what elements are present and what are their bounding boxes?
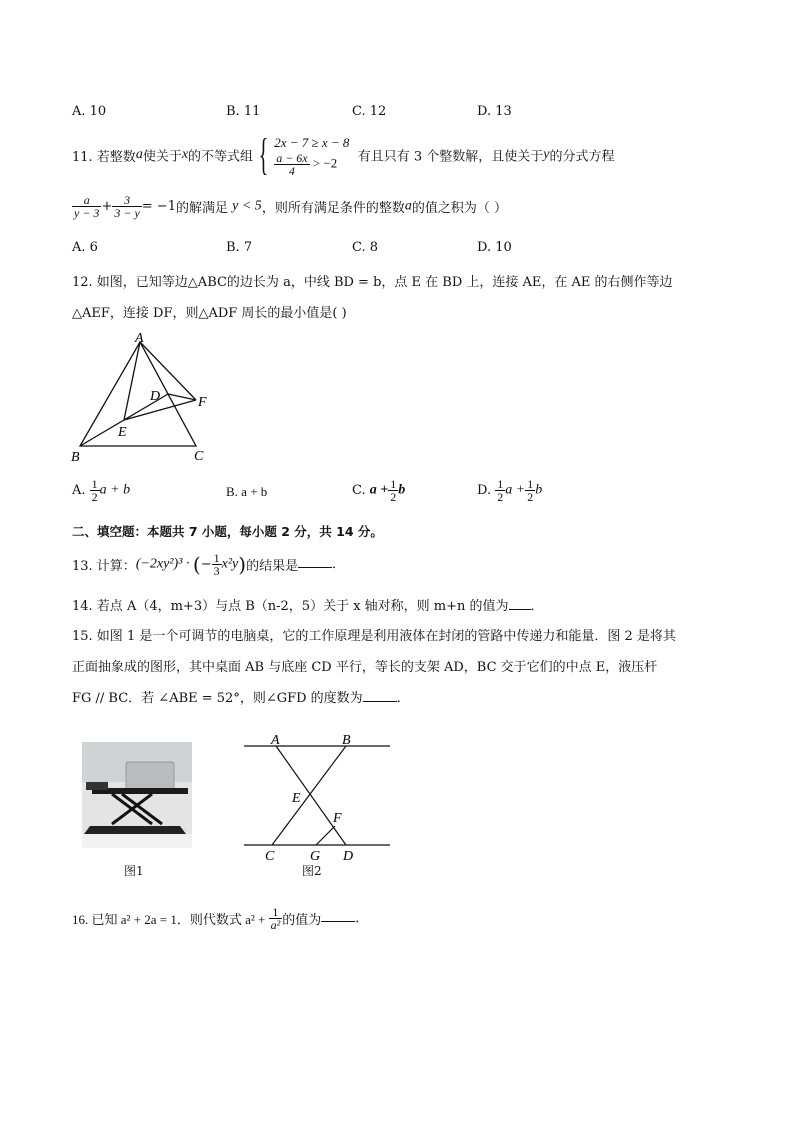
q16-text: 的值为 <box>282 913 322 928</box>
frac-num: a <box>72 194 101 207</box>
q16-stem <box>72 906 368 931</box>
q11-text: 有且只有 3 个整数解，且使关于 <box>357 149 544 165</box>
period: ． <box>332 557 346 572</box>
frac-rest: > −2 <box>312 154 338 170</box>
opt-expr: b <box>398 482 406 498</box>
label-B: B <box>342 733 351 748</box>
q11-text: ，则所有满足条件的整数 <box>261 201 405 216</box>
fraction <box>269 906 283 931</box>
q12-option-d <box>477 478 542 503</box>
q11-option-c: C. 8 <box>352 240 379 255</box>
opt-expr: b <box>535 482 543 498</box>
q10-option-b: B. 11 <box>226 104 261 119</box>
figure2-caption: 图2 <box>302 864 322 878</box>
q11-text: 的解满足 <box>175 201 228 216</box>
frac-den: 2 <box>390 490 397 504</box>
q11-text: 的值之积为（ ） <box>411 201 507 216</box>
opt-prefix: C. <box>352 483 366 498</box>
opt-expr: a + <box>369 482 389 498</box>
fraction <box>72 194 101 219</box>
label-A: A <box>135 331 144 346</box>
frac-num: 1 <box>269 906 283 919</box>
q11-option-a: A. 6 <box>72 240 98 255</box>
label-A: A <box>271 733 280 748</box>
q12-triangle-figure <box>66 328 226 468</box>
frac-num: 1 <box>91 477 98 491</box>
frac-num: 1 <box>390 477 397 491</box>
section-heading: 二、填空题：本题共 7 小题，每小题 2 分，共 14 分。 <box>72 524 383 539</box>
q15-stem-line1: 15. 如图 1 是一个可调节的电脑桌，它的工作原理是利用液体在封闭的管路中传递力和能量．图 2 是将其 <box>72 629 676 644</box>
q11-text: 使关于 <box>142 149 182 165</box>
fraction <box>212 552 222 577</box>
inequality-1: 2x − 7 ≥ x − 8 <box>274 134 350 150</box>
fraction <box>90 478 100 503</box>
q10-option-d: D. 13 <box>477 104 512 119</box>
var-y: y <box>543 147 550 162</box>
frac-den: 4 <box>288 163 295 178</box>
q15-stem-line3 <box>72 687 410 706</box>
q13-text: 的结果是 <box>246 559 299 574</box>
label-C: C <box>194 449 204 464</box>
frac-num: 1 <box>497 477 504 491</box>
q12-option-a <box>72 478 130 503</box>
opt-expr: a + b <box>99 482 131 498</box>
q15-stem-line2: 正面抽象成的图形，其中桌面 AB 与底座 CD 平行，等长的支架 AD，BC 交于它们的中点 E，液压杆 <box>72 660 658 675</box>
q12-stem-line1: 12. 如图，已知等边△ABC的边长为 a，中线 BD = b，点 E 在 BD 上，连接 AE，在 AE 的右侧作等边 <box>72 275 673 290</box>
q12-option-c <box>352 478 405 503</box>
q11-option-d: D. 10 <box>477 240 512 255</box>
label-E: E <box>118 425 127 440</box>
frac-num: 1 <box>213 551 220 565</box>
q11-stem-line1 <box>72 130 615 179</box>
inequality-2 <box>274 152 349 177</box>
inequality-system: { 2x − 7 ≥ x − 8 $\frac{a - 6x}{4}$ > −2 <box>258 130 350 179</box>
label-D: D <box>150 389 161 404</box>
answer-blank[interactable] <box>509 597 531 610</box>
desk-photo <box>82 742 192 848</box>
label-B: B <box>71 450 80 465</box>
frac-den: 2 <box>527 490 534 504</box>
q11-text: 11. 若整数 <box>72 149 136 165</box>
condition: y < 5 <box>232 198 262 214</box>
period: ． <box>530 599 544 614</box>
q14-stem <box>72 595 544 614</box>
var-a: a <box>135 147 143 162</box>
q15-parallel-figure <box>240 730 400 866</box>
q16-text: 16. 已知 a² + 2a = 1．则代数式 a² + <box>72 912 269 927</box>
label-E: E <box>292 791 301 806</box>
fraction <box>388 478 398 503</box>
answer-blank[interactable] <box>363 689 397 702</box>
period: ． <box>396 691 410 706</box>
opt-prefix: D. <box>477 483 492 498</box>
frac-den: a² <box>270 918 281 932</box>
label-D: D <box>343 849 354 864</box>
q13-expr: x²y <box>221 556 239 572</box>
frac-den: 3 <box>213 564 220 578</box>
opt-expr: a + <box>505 482 526 498</box>
q11-option-b: B. 7 <box>226 240 253 255</box>
label-F: F <box>198 395 207 410</box>
frac-den: y − 3 <box>74 206 100 220</box>
q13-stem: 13. 计算：(−2xy²)³ · (− $\frac{1}{3}$ x²y)的结果是 ． <box>72 551 346 578</box>
frac-num: 1 <box>527 477 534 491</box>
fraction <box>495 478 505 503</box>
label-C: C <box>265 849 275 864</box>
q11-text: 的不等式组 <box>188 149 254 165</box>
var-a: a <box>404 198 412 214</box>
desk-illustration <box>82 742 192 848</box>
frac-num: 3 <box>112 194 141 207</box>
fraction <box>525 478 535 503</box>
opt-expr: B. a + b <box>226 484 268 499</box>
frac-den: 2 <box>91 490 98 504</box>
label-G: G <box>310 849 321 864</box>
figure1-caption: 图1 <box>124 864 144 878</box>
answer-blank[interactable] <box>298 555 332 568</box>
q10-option-a: A. 10 <box>72 104 107 119</box>
q12-stem-line2: △AEF，连接 DF，则△ADF 周长的最小值是( ) <box>72 306 347 321</box>
answer-blank[interactable] <box>321 909 355 922</box>
frac-num: a − 6x <box>276 150 308 165</box>
frac-den: 2 <box>497 490 504 504</box>
q12-option-b <box>226 484 267 500</box>
q14-text: 14. 若点 A（4，m+3）与点 B（n-2，5）关于 x 轴对称，则 m+n 的值为 <box>72 599 509 614</box>
fraction <box>112 194 141 219</box>
opt-prefix: A. <box>72 483 86 498</box>
q11-stem-line2: $\frac{a}{y - 3}$ + $\frac{3}{3 - y}$ = −1的解满足 y < 5，则所有满足条件的整数a的值之积为（ ） <box>74 193 507 220</box>
q13-expr: (−2xy²)³ · <box>135 556 193 572</box>
var-x: x <box>181 147 189 162</box>
frac-den: 3 − y <box>114 206 140 220</box>
q13-text: 13. 计算： <box>72 559 136 574</box>
q11-text: 的分式方程 <box>549 149 615 165</box>
q15-text: FG // BC．若 ∠ABE = 52°，则∠GFD 的度数为 <box>72 691 363 706</box>
q10-option-c: C. 12 <box>352 104 387 119</box>
label-F: F <box>333 811 342 826</box>
equation-rest: = −1 <box>141 199 176 214</box>
period: ． <box>355 911 369 926</box>
